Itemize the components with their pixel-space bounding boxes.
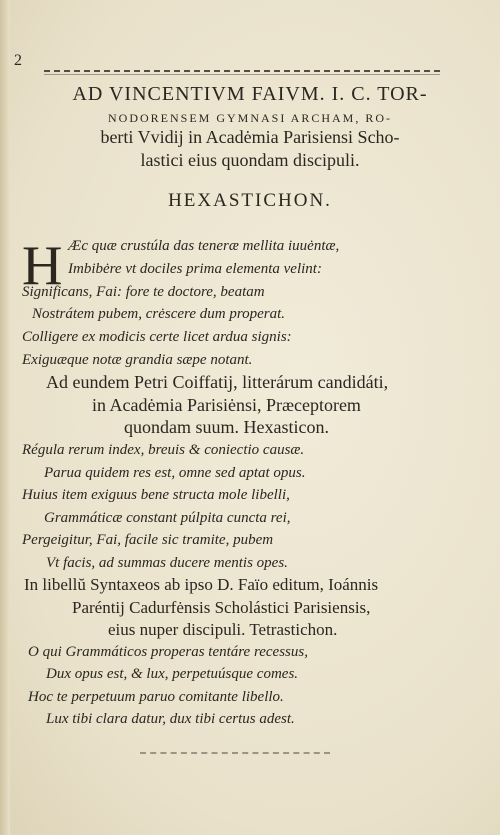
poem3-line-3: Hoc te perpetuum paruo comitante libello. bbox=[28, 689, 284, 705]
poem2-line-5: Pergeigitur, Fai, facile sic tramite, pubem bbox=[22, 532, 274, 548]
poem2-line-1: Régula rerum index, breuis & coniectio causæ. bbox=[22, 442, 305, 458]
dedication3-line-1: In libellŭ Syntaxeos ab ipso D. Faïo editum, Ioánnis bbox=[24, 575, 379, 594]
page-number: 2 bbox=[14, 52, 22, 69]
poem2-line-4: Grammáticæ constant púlpita cuncta rei, bbox=[44, 510, 291, 526]
dedication2-line-1: Ad eundem Petri Coiffatij, litterárum candidáti, bbox=[46, 372, 389, 392]
heading-line-4: lastici eius quondam discipuli. bbox=[140, 150, 360, 170]
dedication2-line-2: in Acadėmia Parisiėnsi, Præceptorem bbox=[92, 395, 361, 415]
drop-cap: H bbox=[22, 235, 63, 297]
dedication2-line-3: quondam suum. Hexasticon. bbox=[124, 417, 329, 437]
subtitle: HEXASTICHON. bbox=[168, 190, 332, 211]
footer-ornament bbox=[140, 752, 330, 754]
poem2-line-6: Vt facis, ad summas ducere mentis opes. bbox=[46, 555, 288, 571]
header-rule-thin bbox=[44, 74, 440, 75]
poem1-line-3: Significans, Fai: fore te doctore, beatam bbox=[22, 284, 265, 300]
poem2-line-3: Huius item exiguus bene structa mole libelli, bbox=[22, 487, 290, 503]
poem3-line-2: Dux opus est, & lux, perpetuúsque comes. bbox=[46, 666, 299, 682]
header-rule bbox=[44, 70, 440, 72]
poem1-line-6: Exiguæque notæ grandia sæpe notant. bbox=[22, 352, 253, 368]
heading-line-1: AD VINCENTIVM FAIVM. I. C. TOR- bbox=[72, 83, 428, 105]
poem1-line-5: Colligere ex modicis certe licet ardua signis: bbox=[22, 329, 292, 345]
dedication3-line-3: eius nuper discipuli. Tetrastichon. bbox=[108, 620, 338, 639]
heading-line-2: NODORENSEM GYMNASI ARCHAM, RO- bbox=[107, 111, 393, 125]
poem1-line-1: Æc quæ crustúla das teneræ mellita iuuėntæ, bbox=[68, 238, 340, 254]
poem2-line-2: Parua quidem res est, omne sed aptat opus. bbox=[44, 465, 306, 481]
poem3-line-4: Lux tibi clara datur, dux tibi certus adest. bbox=[46, 711, 295, 727]
poem1-line-2: Imbibėre vt dociles prima elementa velint: bbox=[68, 261, 322, 277]
poem1-line-4: Nostrátem pubem, crėscere dum properat. bbox=[32, 306, 286, 322]
heading-line-3: berti Vvidij in Acadėmia Parisiensi Scho- bbox=[100, 127, 400, 147]
poem3-line-1: O qui Grammáticos properas tentáre recessus, bbox=[28, 644, 308, 660]
dedication3-line-2: Paréntij Cadurfėnsis Scholástici Parisiensis, bbox=[72, 598, 371, 617]
